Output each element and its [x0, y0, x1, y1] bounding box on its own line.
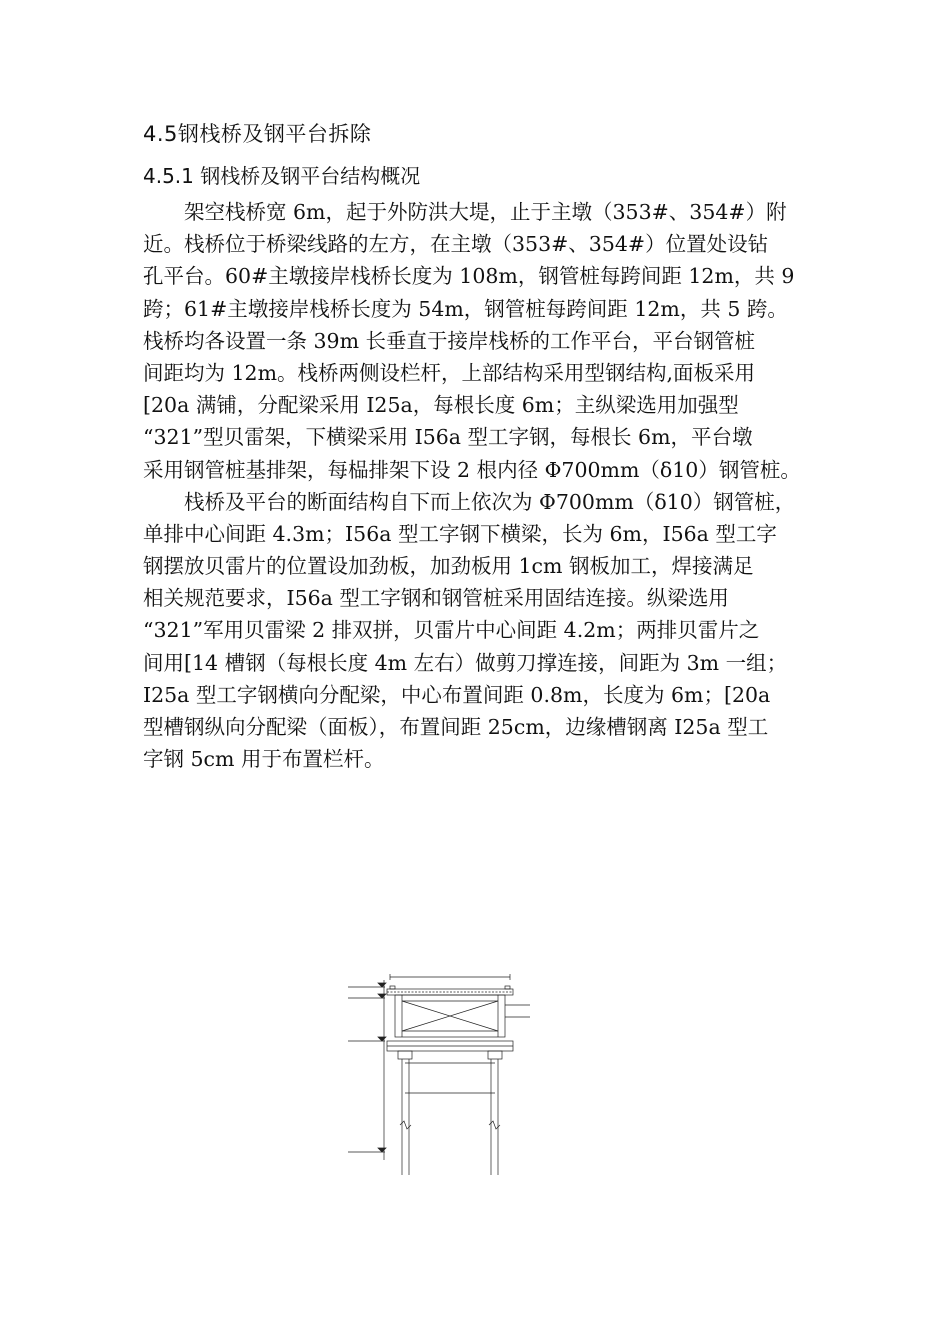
body-paragraphs — [143, 196, 813, 775]
text-line: 相关规范要求，I56a 型工字钢和钢管桩采用固结连接。纵梁选用 — [143, 586, 729, 611]
text-line: [20a 满铺，分配梁采用 I25a，每根长度 6m；主纵梁选用加强型 — [143, 393, 739, 418]
text-line: “321”型贝雷架，下横梁采用 I56a 型工字钢，每根长 6m，平台墩 — [143, 425, 753, 450]
text-line: 孔平台。60#主墩接岸栈桥长度为 108m，钢管桩每跨间距 12m，共 9 — [143, 264, 795, 289]
text-line: 近。栈桥位于桥梁线路的左方，在主墩（353#、354#）位置处设钻 — [143, 232, 769, 257]
text-line: 字钢 5cm 用于布置栏杆。 — [143, 747, 385, 772]
trestle-cross-section-drawing — [340, 965, 540, 1180]
section-heading: 4.5钢栈桥及钢平台拆除 — [143, 122, 372, 146]
text-line: 型槽钢纵向分配梁（面板），布置间距 25cm，边缘槽钢离 I25a 型工 — [143, 715, 769, 739]
text-line: 栈桥均各设置一条 39m 长垂直于接岸栈桥的工作平台，平台钢管桩 — [143, 328, 756, 353]
cross-section-svg — [340, 965, 540, 1180]
text-line: “321”军用贝雷梁 2 排双拼，贝雷片中心间距 4.2m；两排贝雷片之 — [143, 618, 760, 643]
text-line: 跨；61#主墩接岸栈桥长度为 54m，钢管桩每跨间距 12m，共 5 跨。 — [143, 296, 788, 321]
text-line: 钢摆放贝雷片的位置设加劲板，加劲板用 1cm 钢板加工，焊接满足 — [143, 554, 754, 579]
text-line: 间用[14 槽钢（每根长度 4m 左右）做剪刀撑连接，间距为 3m 一组； — [143, 650, 788, 675]
text-line: 栈桥及平台的断面结构自下而上依次为 Φ700mm（δ10）钢管桩， — [184, 489, 796, 514]
text-line: 采用钢管桩基排架，每榀排架下设 2 根内径 Φ700mm（δ10）钢管桩。 — [143, 457, 801, 482]
text-line: 间距均为 12m。栈桥两侧设栏杆，上部结构采用型钢结构,面板采用 — [143, 360, 756, 385]
text-line: 架空栈桥宽 6m，起于外防洪大堤，止于主墩（353#、354#）附 — [184, 200, 787, 224]
text-line: I25a 型工字钢横向分配梁，中心布置间距 0.8m，长度为 6m；[20a — [143, 682, 771, 707]
text-line: 单排中心间距 4.3m；I56a 型工字钢下横梁，长为 6m，I56a 型工字 — [143, 521, 777, 546]
subsection-heading: 4.5.1 钢栈桥及钢平台结构概况 — [143, 164, 421, 188]
